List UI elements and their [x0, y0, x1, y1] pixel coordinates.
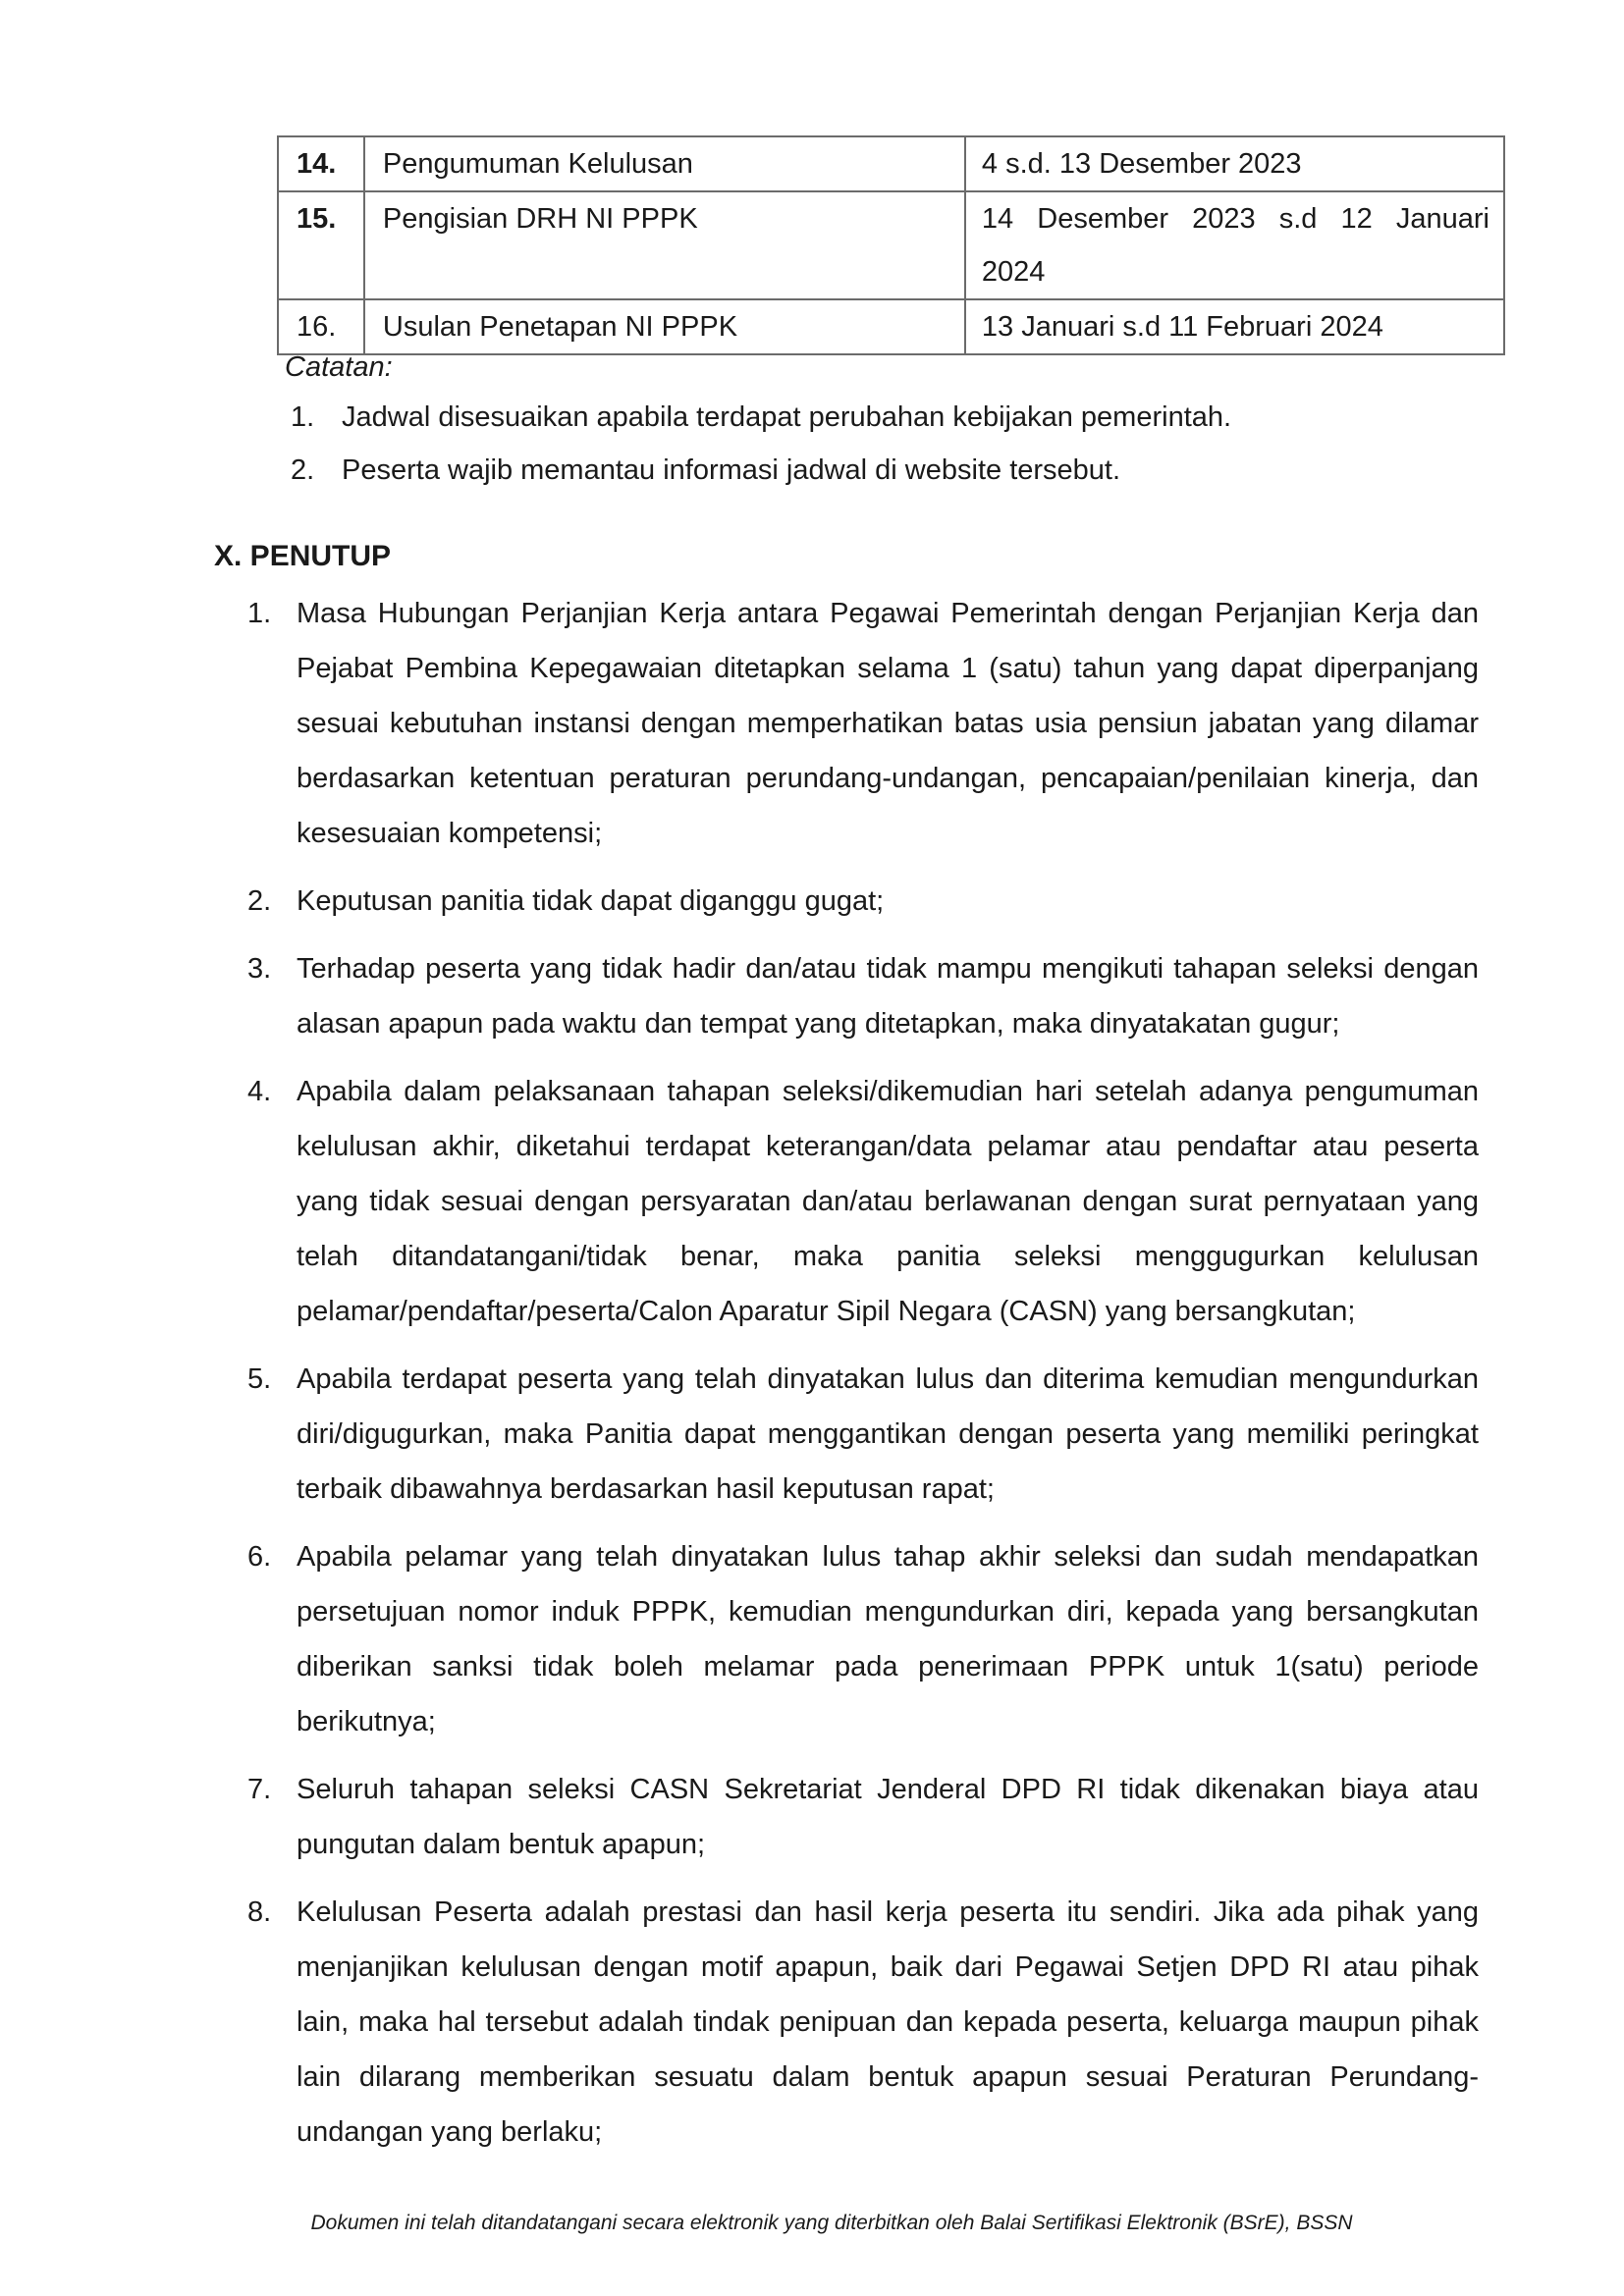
list-text: Jadwal disesuaikan apabila terdapat perubahan kebijakan pemerintah. [342, 401, 1232, 433]
list-number: 2. [291, 454, 315, 486]
row-activity: Usulan Penetapan NI PPPK [364, 299, 965, 354]
list-text: Peserta wajib memantau informasi jadwal di website tersebut. [342, 454, 1121, 486]
row-date-text-continued: 2024 [981, 256, 1046, 288]
row-number: 15. [278, 191, 364, 299]
list-item [247, 1529, 1479, 1749]
notes-label: Catatan: [285, 351, 393, 383]
row-date-text: 13 Januari s.d 11 Februari 2024 [981, 311, 1383, 343]
table-row [278, 191, 1504, 299]
list-item [247, 1064, 1479, 1339]
section-heading: X. PENUTUP [214, 540, 392, 572]
row-activity: Pengisian DRH NI PPPK [364, 191, 965, 299]
notes-list [291, 398, 1231, 504]
list-item [247, 874, 1479, 929]
row-activity: Pengumuman Kelulusan [364, 136, 965, 191]
list-item [291, 451, 1231, 504]
list-text: Masa Hubungan Perjanjian Kerja antara Pegawai Pemerintah dengan Perjanjian Kerja dan Pejabat Pembina Kepegawaian ditetapkan selama 1 (satu) tahun yang dapat diperpanjang sesuai kebutuhan instansi dengan memperhatikan batas usia pensiun jabatan yang dilamar berdasarkan ketentuan peraturan perundang-undangan, pencapaian/penilaian kinerja, dan kesesuaian kompetensi; [297, 598, 1479, 849]
row-date [965, 299, 1504, 354]
list-number: 5. [247, 1363, 272, 1395]
list-number: 6. [247, 1541, 272, 1573]
list-text: Kelulusan Peserta adalah prestasi dan hasil kerja peserta itu sendiri. Jika ada pihak yang menjanjikan kelulusan dengan motif apapun, baik dari Pegawai Setjen DPD RI atau pihak lain, maka hal tersebut adalah tindak penipuan dan kepada peserta, keluarga maupun pihak lain dilarang memberikan sesuatu dalam bentuk apapun sesuai Peraturan Perundang-undangan yang berlaku; [297, 1896, 1479, 2148]
table-row [278, 299, 1504, 354]
list-text: Keputusan panitia tidak dapat diganggu gugat; [297, 885, 885, 917]
list-item [291, 398, 1231, 451]
list-number: 7. [247, 1774, 272, 1805]
list-number: 1. [247, 598, 272, 629]
list-item [247, 941, 1479, 1051]
row-number: 16. [278, 299, 364, 354]
list-item [247, 1762, 1479, 1872]
list-text: Apabila terdapat peserta yang telah dinyatakan lulus dan diterima kemudian mengundurkan diri/digugurkan, maka Panitia dapat menggantikan dengan peserta yang memiliki peringkat terbaik dibawahnya berdasarkan hasil keputusan rapat; [297, 1363, 1479, 1505]
list-item [247, 1352, 1479, 1517]
list-item [247, 586, 1479, 861]
row-date-text: 4 s.d. 13 Desember 2023 [981, 148, 1302, 180]
list-number: 1. [291, 401, 315, 433]
list-item [247, 1885, 1479, 2160]
schedule-table [277, 135, 1505, 355]
closing-list [247, 586, 1479, 2172]
list-text: Terhadap peserta yang tidak hadir dan/atau tidak mampu mengikuti tahapan seleksi dengan alasan apapun pada waktu dan tempat yang ditetapkan, maka dinyatakatan gugur; [297, 953, 1479, 1040]
list-text: Seluruh tahapan seleksi CASN Sekretariat Jenderal DPD RI tidak dikenakan biaya atau pungutan dalam bentuk apapun; [297, 1774, 1479, 1860]
list-number: 8. [247, 1896, 272, 1928]
row-date [965, 136, 1504, 191]
table-row [278, 136, 1504, 191]
list-text: Apabila pelamar yang telah dinyatakan lulus tahap akhir seleksi dan sudah mendapatkan persetujuan nomor induk PPPK, kemudian mengundurkan diri, kepada yang bersangkutan diberikan sanksi tidak boleh melamar pada penerimaan PPPK untuk 1(satu) periode berikutnya; [297, 1541, 1479, 1737]
list-number: 4. [247, 1076, 272, 1107]
list-text: Apabila dalam pelaksanaan tahapan seleksi/dikemudian hari setelah adanya pengumuman kelulusan akhir, diketahui terdapat keterangan/data pelamar atau pendaftar atau peserta yang tidak sesuai dengan persyaratan dan/atau berlawanan dengan surat pernyataan yang telah ditandatangani/tidak benar, maka panitia seleksi menggugurkan kelulusan pelamar/pendaftar/peserta/Calon Aparatur Sipil Negara (CASN) yang bersangkutan; [297, 1076, 1479, 1327]
signature-footer: Dokumen ini telah ditandatangani secara elektronik yang diterbitkan oleh Balai Sertifikasi Elektronik (BSrE), BSSN [310, 2212, 1353, 2234]
row-number: 14. [278, 136, 364, 191]
list-number: 2. [247, 885, 272, 917]
row-date-text: 14 Desember 2023 s.d 12 Januari [981, 203, 1489, 235]
list-number: 3. [247, 953, 272, 985]
row-date [965, 191, 1504, 299]
